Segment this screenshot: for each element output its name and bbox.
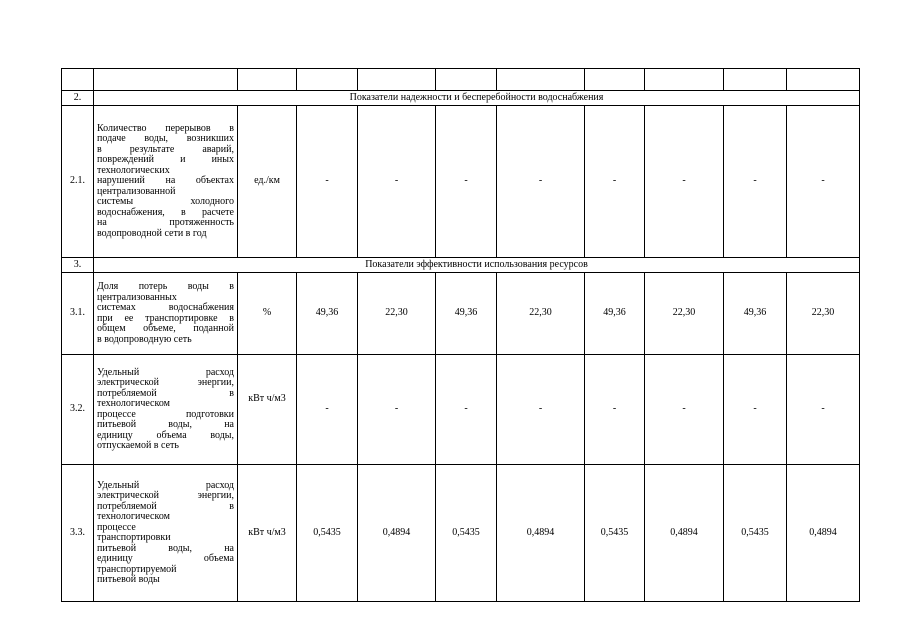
value-cell: 0,5435 xyxy=(297,465,358,602)
description-line: системы холодного xyxy=(97,196,234,208)
description-line: потребляемой в xyxy=(97,500,234,512)
row-unit: ед./км xyxy=(238,106,297,258)
description-line: единицу объема воды, xyxy=(97,429,234,441)
row-number: 3.3. xyxy=(62,465,94,602)
description-line: отпускаемой в сеть xyxy=(97,440,179,451)
section-number: 3. xyxy=(62,258,94,273)
value-cell: - xyxy=(585,106,645,258)
description-line: процессе подготовки xyxy=(97,408,234,420)
description-line: Доля потерь воды в xyxy=(97,281,234,292)
value-cell: 0,5435 xyxy=(585,465,645,602)
description-line: в результате аварий, xyxy=(97,143,234,155)
value-cell: 49,36 xyxy=(724,273,787,355)
value-cell: 22,30 xyxy=(787,273,860,355)
description-line: в водопроводную сеть xyxy=(97,333,192,345)
value-cell: 49,36 xyxy=(297,273,358,355)
value-cell: 49,36 xyxy=(585,273,645,355)
row-description xyxy=(94,273,238,355)
section-title: Показатели надежности и бесперебойности водоснабжения xyxy=(94,91,860,106)
row-unit: % xyxy=(238,273,297,355)
description-line: общем объеме, поданной xyxy=(97,323,234,334)
table-row-3-1 xyxy=(62,273,860,355)
table-row-3-3 xyxy=(62,465,860,602)
value-cell: - xyxy=(724,355,787,465)
description-line: питьевой воды, на xyxy=(97,542,234,554)
value-cell: - xyxy=(497,106,585,258)
description-line: электрической энергии, xyxy=(97,490,234,501)
row-number: 3.1. xyxy=(62,273,94,355)
value-cell: - xyxy=(787,106,860,258)
value-cell: 22,30 xyxy=(645,273,724,355)
value-cell: 0,5435 xyxy=(724,465,787,602)
value-cell: - xyxy=(358,355,436,465)
indicators-table xyxy=(61,68,860,602)
description-line: электрической энергии, xyxy=(97,377,234,388)
description-line: повреждений и иных xyxy=(97,154,234,166)
description-line: питьевой воды, на xyxy=(97,419,234,430)
value-cell: - xyxy=(787,355,860,465)
header-spacer-row xyxy=(62,69,860,91)
value-cell: - xyxy=(724,106,787,258)
table-row-2-1 xyxy=(62,106,860,258)
description-line: технологическом xyxy=(97,398,170,409)
description-line: транспортировки xyxy=(97,532,171,543)
description-line: транспортируемой xyxy=(97,563,177,575)
row-description xyxy=(94,355,238,465)
value-cell: 22,30 xyxy=(497,273,585,355)
value-cell: - xyxy=(436,355,497,465)
section-title: Показатели эффективности использования ресурсов xyxy=(94,258,860,273)
value-cell: 0,4894 xyxy=(787,465,860,602)
description-line: подаче воды, возникших xyxy=(97,133,234,145)
value-cell: - xyxy=(645,355,724,465)
description-line: потребляемой в xyxy=(97,387,234,399)
value-cell: - xyxy=(645,106,724,258)
description-line: питьевой воды xyxy=(97,574,160,585)
value-cell: 49,36 xyxy=(436,273,497,355)
row-number: 2.1. xyxy=(62,106,94,258)
description-line: водоснабжения, в расчете xyxy=(97,206,234,218)
description-line: Удельный расход xyxy=(97,366,234,378)
table-row-3-2 xyxy=(62,355,860,465)
value-cell: - xyxy=(358,106,436,258)
row-description xyxy=(94,465,238,602)
description-line: единицу объема xyxy=(97,553,234,564)
value-cell: - xyxy=(297,106,358,258)
description-line: Удельный расход xyxy=(97,479,234,491)
description-line: нарушений на объектах xyxy=(97,175,234,187)
row-unit: кВт ч/м3 xyxy=(238,465,297,602)
description-line: централизованной xyxy=(97,185,176,197)
value-cell: 22,30 xyxy=(358,273,436,355)
description-line: на протяженность xyxy=(97,217,234,229)
value-cell: 0,4894 xyxy=(645,465,724,602)
description-line: водопроводной сети в год xyxy=(97,227,207,239)
value-cell: - xyxy=(436,106,497,258)
section-row-2 xyxy=(62,91,860,106)
section-row-3 xyxy=(62,258,860,273)
value-cell: 0,4894 xyxy=(497,465,585,602)
value-cell: 0,4894 xyxy=(358,465,436,602)
description-line: Количество перерывов в xyxy=(97,122,234,134)
description-line: при ее транспортировке в xyxy=(97,312,234,324)
description-line: технологических xyxy=(97,164,170,176)
row-unit: кВт ч/м3 xyxy=(238,355,297,465)
section-number: 2. xyxy=(62,91,94,106)
description-line: системах водоснабжения xyxy=(97,302,234,313)
value-cell: - xyxy=(297,355,358,465)
row-number: 3.2. xyxy=(62,355,94,465)
description-line: технологическом xyxy=(97,511,170,522)
value-cell: - xyxy=(585,355,645,465)
description-line: процессе xyxy=(97,521,136,533)
value-cell: - xyxy=(497,355,585,465)
description-line: централизованных xyxy=(97,291,177,303)
row-description xyxy=(94,106,238,258)
value-cell: 0,5435 xyxy=(436,465,497,602)
